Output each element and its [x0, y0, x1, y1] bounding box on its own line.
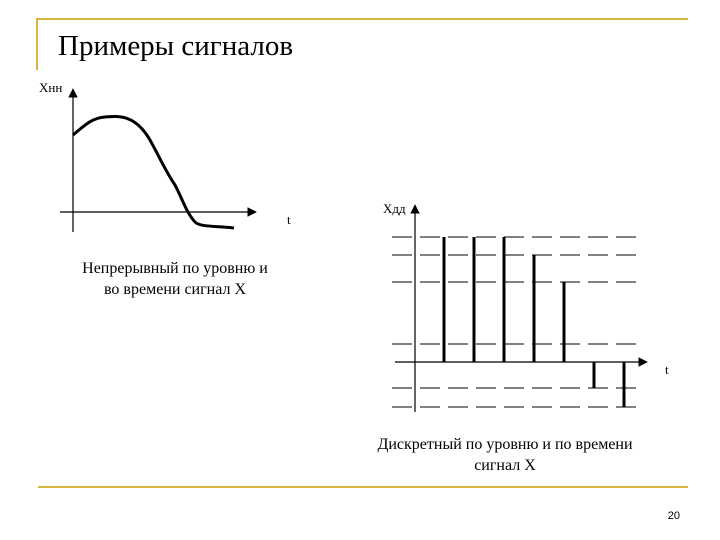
discrete-caption-line1: Дискретный по уровню и по времени	[377, 436, 633, 453]
discrete-x-label: t	[665, 362, 669, 377]
slide-title: Примеры сигналов	[58, 30, 294, 62]
discrete-y-label: Хдд	[383, 201, 406, 216]
discrete-caption	[320, 434, 690, 476]
continuous-caption-line1: Непрерывный по уровню и	[82, 260, 268, 277]
continuous-caption-line2: во времени сигнал Х	[103, 281, 247, 298]
discrete-signal-plot	[383, 201, 669, 412]
continuous-signal-plot	[39, 80, 291, 232]
continuous-x-label: t	[287, 212, 291, 227]
continuous-caption	[40, 258, 310, 300]
discrete-samples	[444, 237, 624, 407]
discrete-caption-line2: сигнал Х	[474, 457, 536, 474]
quantization-levels	[392, 237, 636, 407]
continuous-y-label: Хнн	[39, 80, 63, 95]
continuous-signal-curve	[73, 117, 234, 228]
page-number: 20	[667, 510, 680, 522]
